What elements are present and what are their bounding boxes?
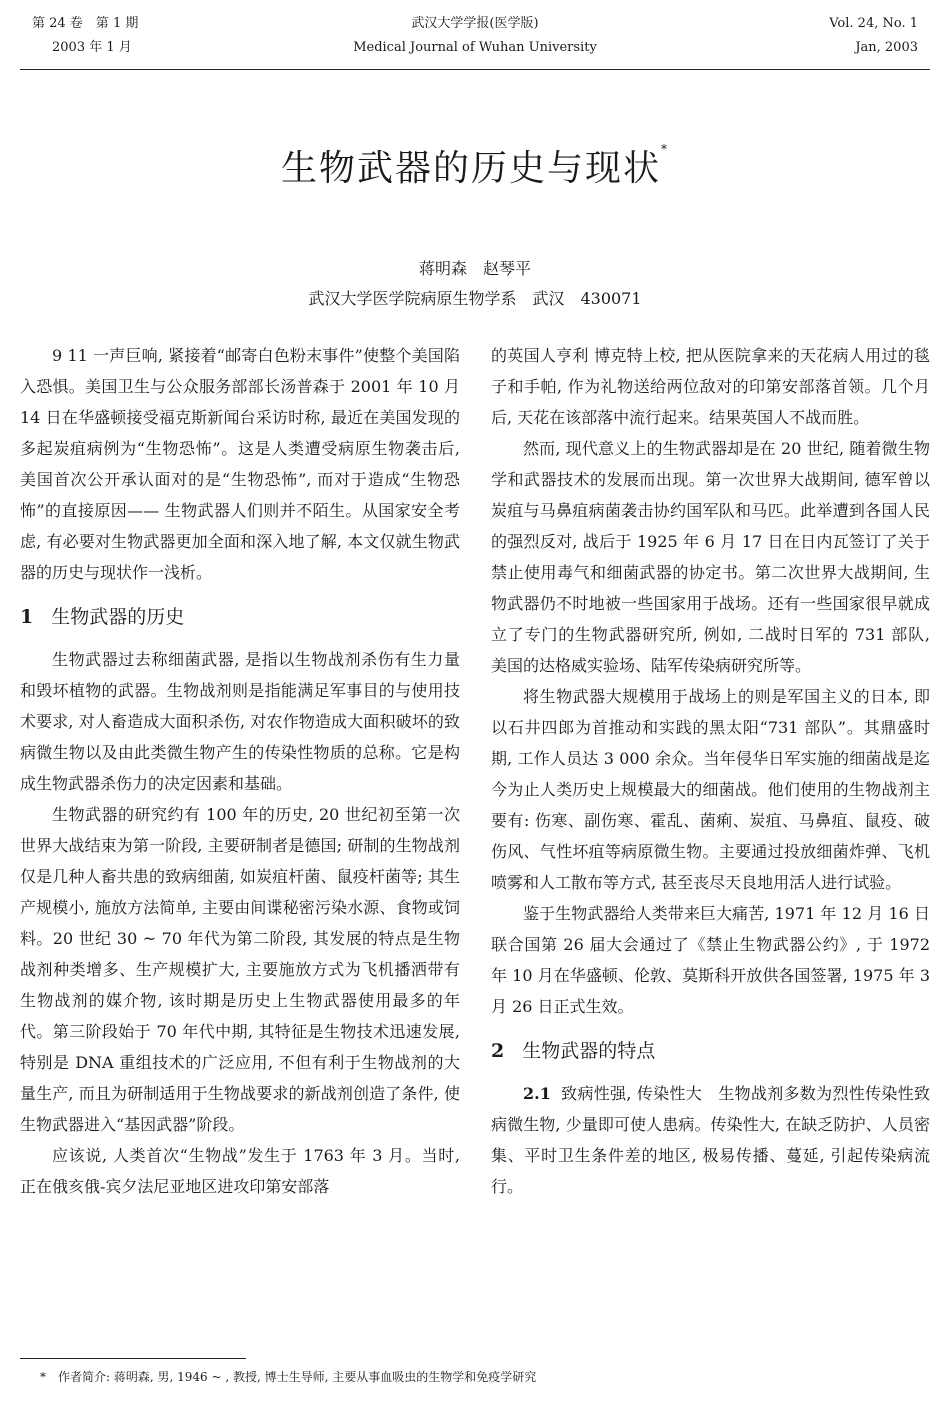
header-journal-cn: 武汉大学学报(医学版) [411, 16, 539, 31]
header-journal-block [0, 12, 950, 60]
paragraph: 然而, 现代意义上的生物武器却是在 20 世纪, 随着微生物学和武器技术的发展而出现。第一次世界大战期间, 德军曾以炭疽与马鼻疽病菌袭击协约国军队和马匹。此举遭到各国人民的强烈反对, 战后于 1925 年 6 月 17 日在日内瓦签订了关于禁止使用毒气和细菌武器的协定书。第二次世界大战期间, 生物武器仍不时地被一些国家用于战场。还有一些国家很早就成立了专门的生物武器研究所, 例如, 二战时日军的 731 部队, 美国的达格威实验场、陆军传染病研究所等。 [491, 439, 930, 675]
paragraph: 应该说, 人类首次“生物战”发生于 1763 年 3 月。当时, 正在俄亥俄-宾夕法尼亚地区进攻印第安部落 [20, 1146, 460, 1196]
header-journal-en: Medical Journal of Wuhan University [353, 40, 597, 55]
right-column [491, 340, 930, 1202]
header-date: 2003 年 1 月 [52, 40, 132, 55]
subsection-2-1 [491, 1078, 930, 1202]
footnote-mark: * [40, 1370, 46, 1384]
subsection-2-1-title: 致病性强, 传染性大 [560, 1084, 703, 1103]
paragraph: 将生物武器大规模用于战场上的则是军国主义的日本, 即以石井四郎为首推动和实践的黑太阳“731 部队”。其鼎盛时期, 工作人员达 3 000 余众。当年侵华日军实施的细菌战是迄今为止人类历史上规模最大的细菌战。他们使用的生物战剂主要有: 伤寒、副伤寒、霍乱、菌痢、炭疽、马鼻疽、鼠疫、破伤风、气性坏疽等病原微生物。主要通过投放细菌炸弹、飞机喷雾和人工散布等方式, 甚至丧尽天良地用活人进行试验。 [491, 687, 930, 892]
header-date-en: Jan, 2003 [855, 40, 918, 55]
subsection-2-1-number: 2.1 [523, 1084, 551, 1103]
section-2-heading [491, 1036, 930, 1066]
affiliation: 武汉大学医学院病原生物学系 武汉 430071 [308, 289, 642, 308]
header-rule [20, 69, 930, 70]
left-column [20, 340, 460, 1202]
paragraph: 的英国人亨利 博克特上校, 把从医院拿来的天花病人用过的毯子和手帕, 作为礼物送给两位敌对的印第安部落首领。几个月后, 天花在该部落中流行起来。结果英国人不战而胜。 [491, 346, 930, 427]
footnote-text: 作者简介: 蒋明森, 男, 1946 ~ , 教授, 博士生导师, 主要从事血吸虫的生物学和免疫学研究 [58, 1370, 537, 1384]
paragraph: 生物武器过去称细菌武器, 是指以生物战剂杀伤有生力量和毁坏植物的武器。生物战剂则是指能满足军事目的与使用技术要求, 对人畜造成大面积杀伤, 对农作物造成大面积破坏的致病微生物以及由此类微生物产生的传染性物质的总称。它是构成生物武器杀伤力的决定因素和基础。 [20, 650, 460, 793]
section-2-title: 生物武器的特点 [522, 1040, 656, 1062]
header-vol-en-block [829, 12, 918, 60]
article-title [0, 140, 950, 191]
section-1-title: 生物武器的历史 [51, 606, 185, 628]
paragraph: 生物武器的研究约有 100 年的历史, 20 世纪初至第一次世界大战结束为第一阶段, 主要研制者是德国; 研制的生物战剂仅是几种人畜共患的致病细菌, 如炭疽杆菌、鼠疫杆菌等; 其生产规模小, 施放方法简单, 主要由间谍秘密污染水源、食物或饲料。20 世纪 30 ~ 70 年代为第二阶段, 其发展的特点是生物战剂种类增多、生产规模扩大, 主要施放方式为飞机播洒带有生物战剂的媒介物, 该时期是历史上生物武器使用最多的年代。第三阶段始于 70 年代中期, 其特征是生物技术迅速发展, 特别是 DNA 重组技术的广泛应用, 不但有利于生物战剂的大量生产, 而且为研制适用于生物战要求的新战剂创造了条件, 使生物武器进入“基因武器”阶段。 [20, 805, 460, 1134]
footnote [40, 1368, 536, 1386]
subsection-2-1-text: 生物战剂多数为烈性传染性致病微生物, 少量即可使人患病。传染性大, 在缺乏防护、人员密集、平时卫生条件差的地区, 极易传播、蔓延, 引起传染病流行。 [491, 1084, 930, 1196]
section-1-number: 1 [20, 606, 34, 628]
paragraph: 鉴于生物武器给人类带来巨大痛苦, 1971 年 12 月 16 日联合国第 26 届大会通过了《禁止生物武器公约》, 于 1972 年 10 月在华盛顿、伦敦、莫斯科开放供各国签署, 1975 年 3 月 26 日正式生效。 [491, 904, 930, 1016]
section-2-number: 2 [491, 1040, 505, 1062]
authors: 蒋明森 赵琴平 [418, 259, 531, 278]
header-volume: 第 24 卷 第 1 期 [32, 16, 139, 31]
footnote-rule [20, 1358, 246, 1359]
title-footnote-mark: * [661, 142, 669, 156]
header-vol-en: Vol. 24, No. 1 [829, 16, 918, 31]
section-1-heading [20, 602, 460, 632]
article-title-text: 生物武器的历史与现状 [280, 148, 661, 189]
intro-paragraph: 9 11 一声巨响, 紧接着“邮寄白色粉末事件”使整个美国陷入恐惧。美国卫生与公众服务部部长汤普森于 2001 年 10 月 14 日在华盛顿接受福克斯新闻台采访时称, 最近在美国发现的多起炭疽病例为“生物恐怖”。这是人类遭受病原生物袭击后, 美国首次公开承认面对的是“生物恐怖”, 而对于造成“生物恐怖”的直接原因—— 生物武器人们则并不陌生。从国家安全考虑, 有必要对生物武器更加全面和深入地了解, 本文仅就生物武器的历史与现状作一浅析。 [20, 346, 460, 582]
